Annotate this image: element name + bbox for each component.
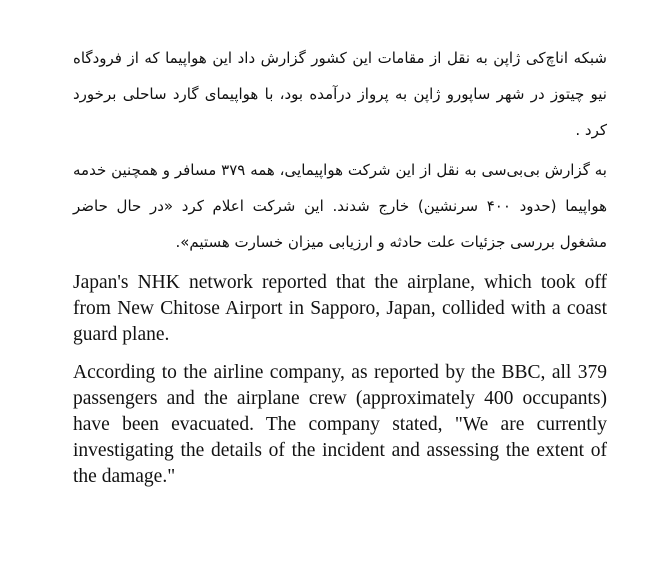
persian-paragraph-1: شبکه اناچ‌کی ژاپن به نقل از مقامات این کشور گزارش داد این هواپیما که از فرودگاه نیو چیتوز در شهر ساپورو ژاپن به پرواز درآمده بود، با هواپیمای گارد ساحلی برخورد کرد . (73, 49, 607, 139)
english-paragraph-1: Japan's NHK network reported that the airplane, which took off from New Chitose Airport in Sapporo, Japan, collided with a coast guard plane. (73, 272, 607, 345)
document-page (73, 40, 607, 490)
english-paragraph-2: According to the airline company, as reported by the BBC, all 379 passengers and the airplane crew (approximately 400 occupants) have been evacuated. The company stated, "We are currently investigating the details of the incident and assessing the extent of the damage." (73, 362, 607, 487)
persian-paragraph-2: به گزارش بی‌بی‌سی به نقل از این شرکت هواپیمایی، همه ۳۷۹ مسافر و همچنین خدمه هواپیما (حدود ۴۰۰ سرنشین) خارج شدند. این شرکت اعلام کرد «در حال حاضر مشغول بررسی جزئیات علت حادثه و ارزیابی میزان خسارت هستیم». (73, 161, 607, 251)
